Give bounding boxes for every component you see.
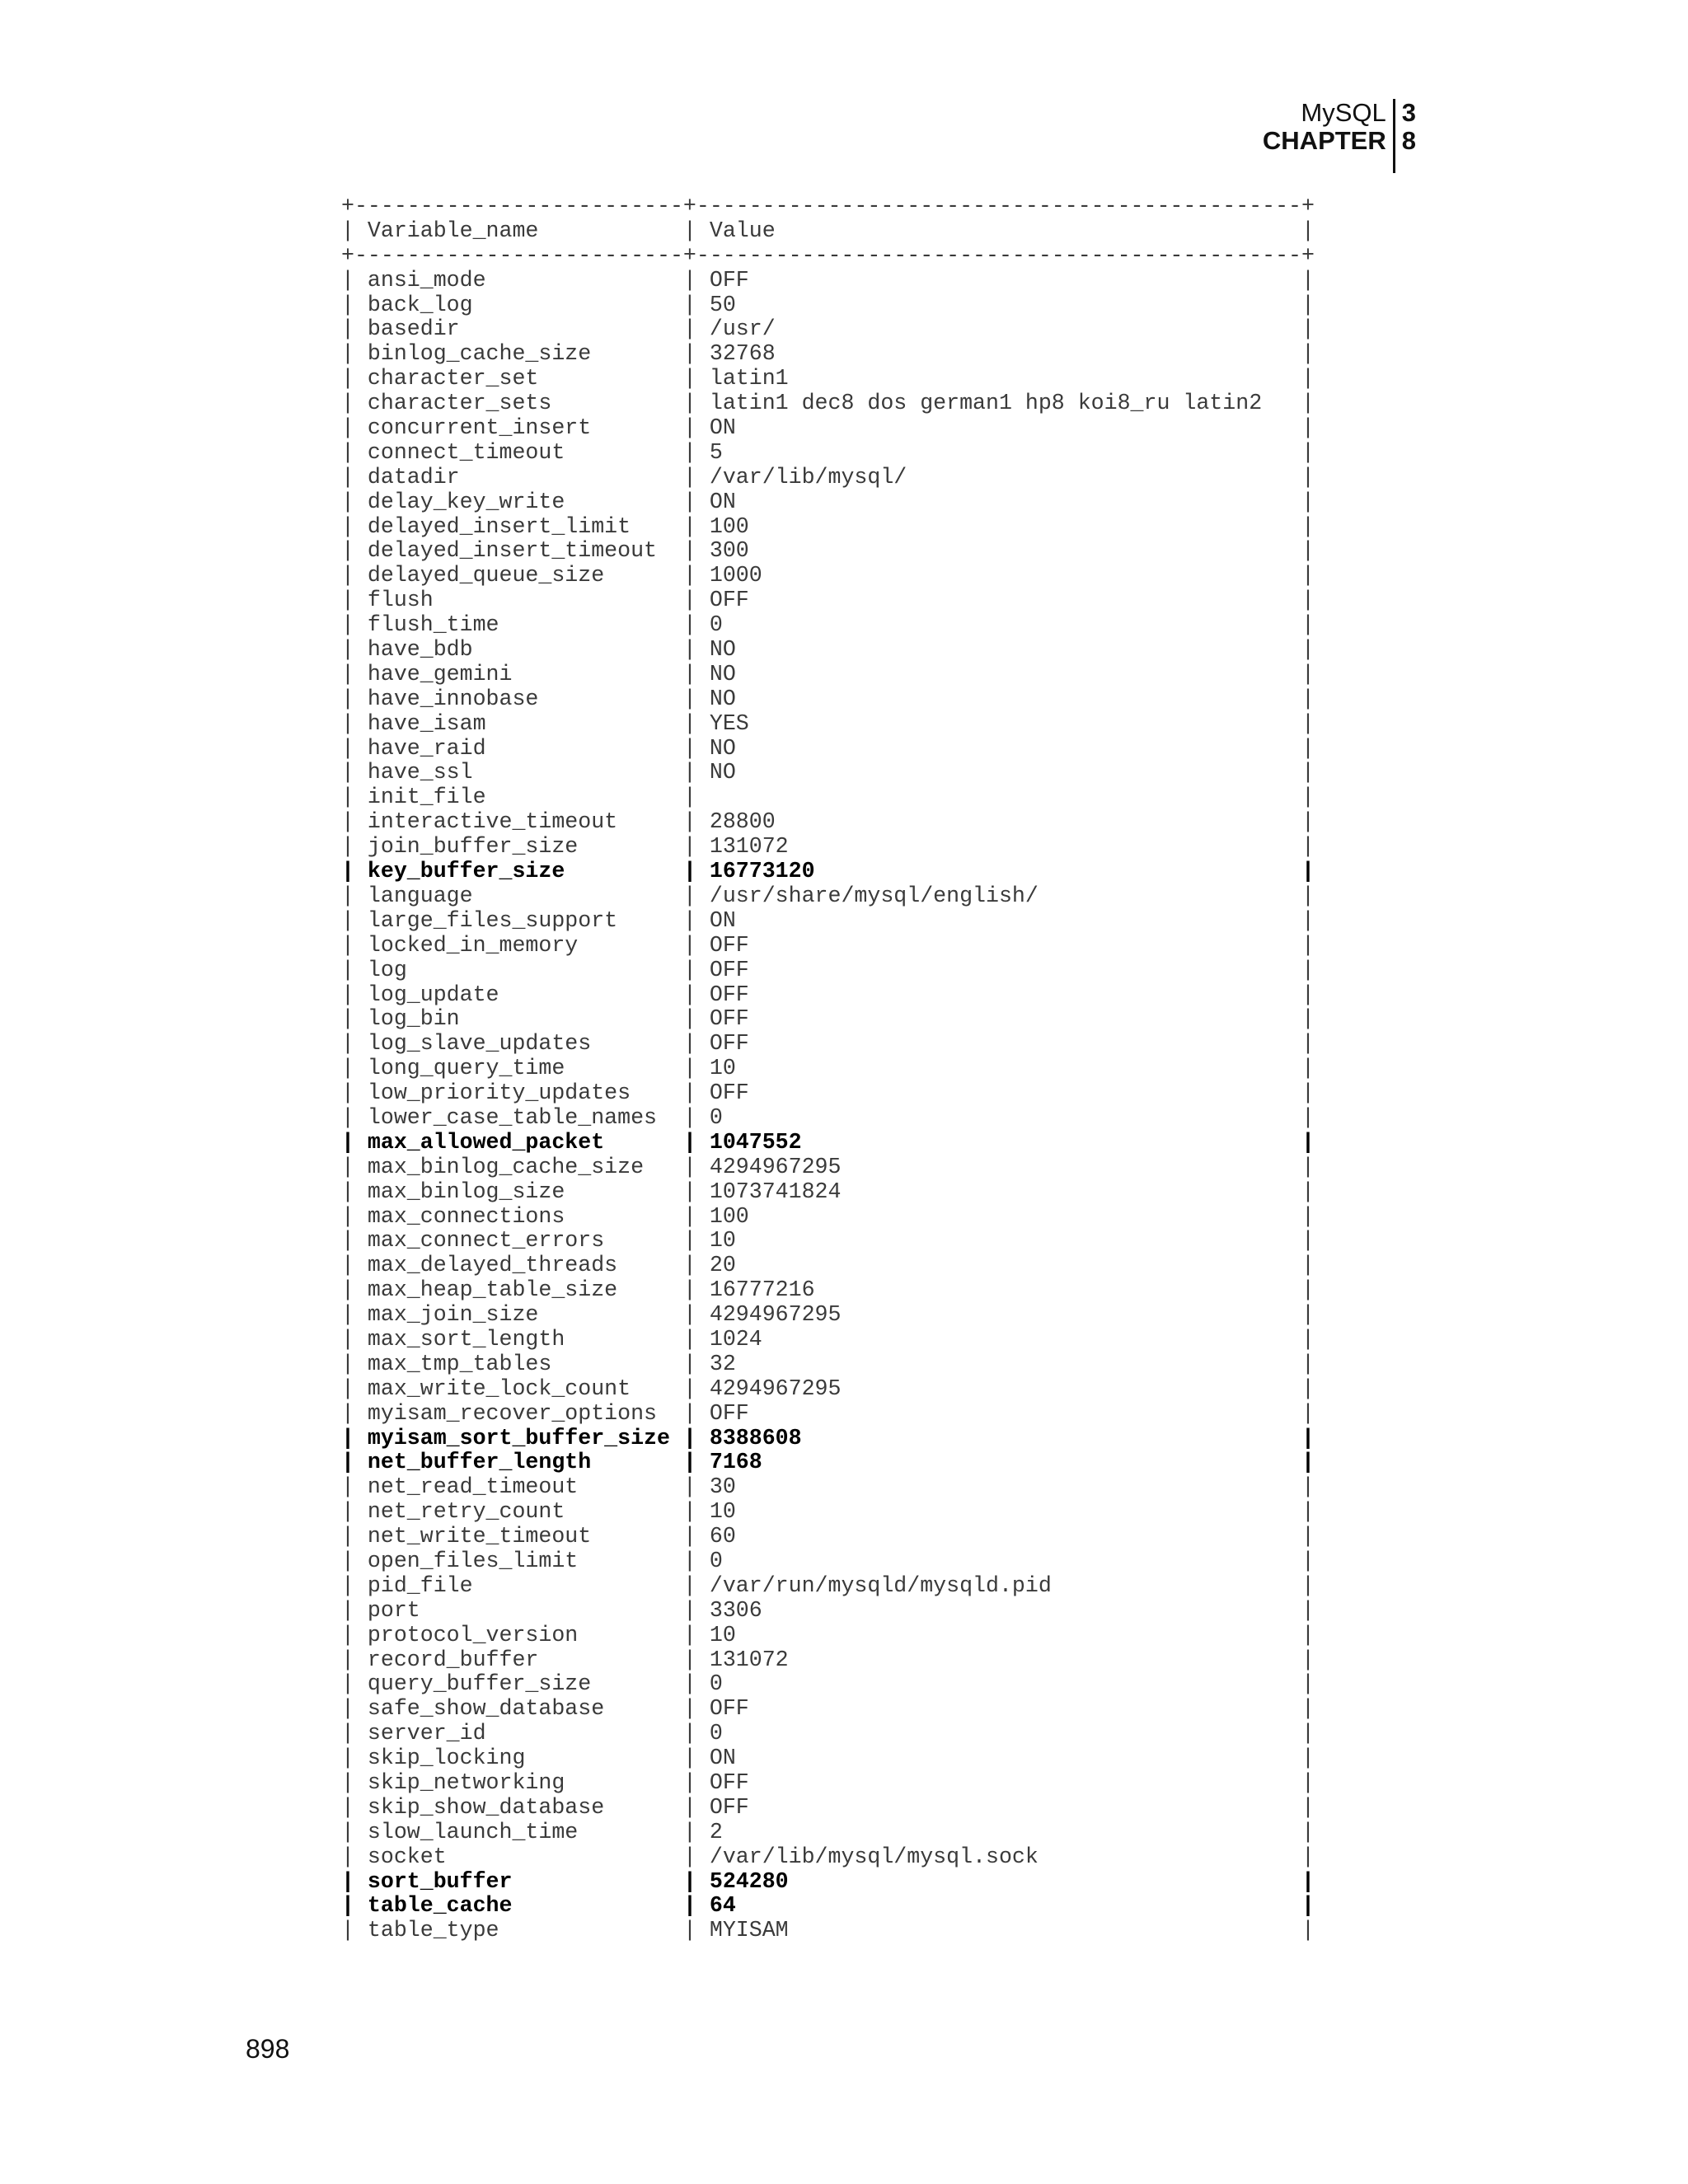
table-row: | max_allowed_packet | 1047552 |	[341, 1129, 1315, 1155]
variable-name-cell: flush	[367, 588, 434, 613]
variable-value-cell: OFF	[709, 1080, 749, 1106]
variable-name-cell: skip_show_database	[367, 1794, 605, 1820]
variable-name-cell: pid_file	[367, 1572, 473, 1598]
table-row: | log_slave_updates | OFF |	[341, 1031, 1315, 1057]
table-row: | max_write_lock_count | 4294967295 |	[341, 1376, 1315, 1401]
table-row: | server_id | 0 |	[341, 1721, 1315, 1746]
variable-name-cell: binlog_cache_size	[367, 341, 592, 367]
table-row: | have_raid | NO |	[341, 735, 1315, 761]
table-row: | safe_show_database | OFF |	[341, 1696, 1315, 1722]
variable-value-cell: OFF	[709, 932, 749, 958]
variable-name-cell: delayed_insert_limit	[367, 513, 631, 539]
variable-name-cell: character_set	[367, 366, 539, 391]
table-border-header: +-------------------------+----------------------------------------------+	[341, 242, 1315, 268]
variable-value-cell: NO	[709, 661, 736, 687]
variable-value-cell: 64	[709, 1893, 736, 1919]
variable-name-cell: long_query_time	[367, 1056, 565, 1081]
variable-name-cell: datadir	[367, 464, 460, 490]
table-row: | skip_locking | ON |	[341, 1746, 1315, 1771]
variable-value-cell: NO	[709, 637, 736, 663]
table-row: | have_isam | YES |	[341, 710, 1315, 736]
variable-name-cell: net_retry_count	[367, 1499, 565, 1525]
variable-value-cell: ON	[709, 1746, 736, 1771]
variable-name-cell: log_bin	[367, 1006, 460, 1032]
variable-name-cell: skip_locking	[367, 1746, 526, 1771]
variable-name-cell: ansi_mode	[367, 267, 486, 293]
header-words	[1263, 99, 1393, 155]
variable-name-cell: basedir	[367, 316, 460, 342]
variable-name-cell: concurrent_insert	[367, 415, 592, 441]
variable-value-cell: /var/lib/mysql/mysql.sock	[709, 1844, 1039, 1869]
variable-name-cell: max_write_lock_count	[367, 1376, 631, 1401]
variable-value-cell: 4294967295	[709, 1376, 842, 1401]
variable-name-cell: have_ssl	[367, 760, 473, 785]
table-row: | connect_timeout | 5 |	[341, 439, 1315, 465]
table-row: | log_update | OFF |	[341, 982, 1315, 1007]
table-row: | join_buffer_size | 131072 |	[341, 834, 1315, 860]
variable-name-cell: max_binlog_size	[367, 1179, 565, 1204]
variable-value-cell: ON	[709, 489, 736, 514]
variable-name-cell: join_buffer_size	[367, 834, 579, 860]
variable-value-cell: 300	[709, 538, 749, 564]
variable-value-cell: 0	[709, 1548, 723, 1573]
variable-value-cell: NO	[709, 686, 736, 711]
variable-value-cell: OFF	[709, 267, 749, 293]
variable-name-cell: log_slave_updates	[367, 1031, 592, 1057]
variable-name-cell: log_update	[367, 982, 499, 1007]
variable-name-cell: myisam_recover_options	[367, 1400, 658, 1426]
column-header-variable-name: Variable_name	[367, 218, 539, 243]
variable-value-cell: 0	[709, 1671, 723, 1697]
variable-name-cell: record_buffer	[367, 1647, 539, 1672]
variable-value-cell: 32	[709, 1351, 736, 1376]
variable-name-cell: connect_timeout	[367, 439, 565, 465]
variable-name-cell: max_connect_errors	[367, 1228, 605, 1254]
table-row: | slow_launch_time | 2 |	[341, 1819, 1315, 1844]
variable-name-cell: table_type	[367, 1918, 499, 1943]
variables-table	[341, 194, 1315, 1943]
variable-name-cell: have_isam	[367, 710, 486, 736]
table-row: | pid_file | /var/run/mysqld/mysqld.pid |	[341, 1572, 1315, 1598]
variable-name-cell: delay_key_write	[367, 489, 565, 514]
variable-value-cell: NO	[709, 735, 736, 761]
variable-name-cell: character_sets	[367, 391, 552, 416]
table-row: | delayed_queue_size | 1000 |	[341, 563, 1315, 588]
variable-value-cell: 28800	[709, 809, 776, 835]
variable-name-cell: max_tmp_tables	[367, 1351, 552, 1376]
table-row: | large_files_support | ON |	[341, 907, 1315, 933]
variable-value-cell: YES	[709, 710, 749, 736]
variable-value-cell: 1000	[709, 563, 762, 588]
variable-name-cell: socket	[367, 1844, 447, 1869]
table-row: | max_connect_errors | 10 |	[341, 1228, 1315, 1254]
table-row: | character_set | latin1 |	[341, 366, 1315, 391]
table-row: | net_retry_count | 10 |	[341, 1499, 1315, 1525]
variable-value-cell: /usr/	[709, 316, 776, 342]
table-row: | log_bin | OFF |	[341, 1006, 1315, 1032]
variable-name-cell: max_join_size	[367, 1302, 539, 1328]
variable-name-cell: safe_show_database	[367, 1696, 605, 1722]
variable-name-cell: have_bdb	[367, 637, 473, 663]
variable-value-cell: /usr/share/mysql/english/	[709, 883, 1039, 908]
variable-name-cell: delayed_insert_timeout	[367, 538, 658, 564]
table-row: | concurrent_insert | ON |	[341, 415, 1315, 441]
variable-name-cell: port	[367, 1597, 420, 1623]
variable-value-cell: latin1 dec8 dos german1 hp8 koi8_ru latin2	[709, 391, 1263, 416]
table-row: | back_log | 50 |	[341, 292, 1315, 317]
table-row: | max_sort_length | 1024 |	[341, 1326, 1315, 1352]
variable-value-cell: 50	[709, 292, 736, 317]
variable-value-cell: 4294967295	[709, 1302, 842, 1328]
variable-value-cell: 5	[709, 439, 723, 465]
chapter-label: CHAPTER	[1262, 126, 1386, 155]
table-row: | have_gemini | NO |	[341, 661, 1315, 687]
variable-name-cell: init_file	[367, 785, 486, 810]
table-row: | locked_in_memory | OFF |	[341, 932, 1315, 958]
variable-value-cell: 16773120	[709, 859, 815, 884]
table-row: | lower_case_table_names | 0 |	[341, 1104, 1315, 1130]
variable-value-cell: /var/lib/mysql/	[709, 464, 907, 490]
table-row: | max_connections | 100 |	[341, 1203, 1315, 1229]
table-row: | character_sets | latin1 dec8 dos german1 hp8 koi8_ru latin2 |	[341, 391, 1315, 416]
table-row: | skip_show_database | OFF |	[341, 1794, 1315, 1820]
variable-value-cell: 1047552	[709, 1129, 802, 1155]
variable-value-cell: 10	[709, 1228, 736, 1254]
table-row: | datadir | /var/lib/mysql/ |	[341, 464, 1315, 490]
table-row: | max_tmp_tables | 32 |	[341, 1351, 1315, 1376]
variable-value-cell: OFF	[709, 957, 749, 982]
table-row: | delay_key_write | ON |	[341, 489, 1315, 514]
table-row: | max_binlog_cache_size | 4294967295 |	[341, 1154, 1315, 1179]
variable-name-cell: language	[367, 883, 473, 908]
variable-name-cell: protocol_version	[367, 1622, 579, 1647]
variable-value-cell: OFF	[709, 588, 749, 613]
variable-name-cell: max_binlog_cache_size	[367, 1154, 645, 1179]
variable-name-cell: low_priority_updates	[367, 1080, 631, 1106]
variable-name-cell: table_cache	[367, 1893, 513, 1919]
variable-value-cell: 131072	[709, 834, 789, 860]
variable-name-cell: have_innobase	[367, 686, 539, 711]
variable-name-cell: sort_buffer	[367, 1868, 513, 1894]
table-row: | socket | /var/lib/mysql/mysql.sock |	[341, 1844, 1315, 1869]
variable-name-cell: flush_time	[367, 612, 499, 638]
table-row: | delayed_insert_timeout | 300 |	[341, 538, 1315, 564]
variable-name-cell: max_connections	[367, 1203, 565, 1229]
table-row: | long_query_time | 10 |	[341, 1056, 1315, 1081]
variable-name-cell: locked_in_memory	[367, 932, 579, 958]
table-row: | max_delayed_threads | 20 |	[341, 1253, 1315, 1278]
variable-value-cell: 10	[709, 1056, 736, 1081]
variable-name-cell: max_delayed_threads	[367, 1253, 618, 1278]
variable-value-cell: 10	[709, 1499, 736, 1525]
variable-value-cell: 60	[709, 1524, 736, 1549]
variable-value-cell: 100	[709, 1203, 749, 1229]
table-row: | table_cache | 64 |	[341, 1893, 1315, 1919]
variable-name-cell: net_buffer_length	[367, 1450, 592, 1475]
column-header-value: Value	[709, 218, 776, 243]
variable-value-cell: OFF	[709, 1770, 749, 1795]
table-row: | binlog_cache_size | 32768 |	[341, 341, 1315, 367]
table-row: | skip_networking | OFF |	[341, 1770, 1315, 1795]
variable-value-cell: MYISAM	[709, 1918, 789, 1943]
table-row: | key_buffer_size | 16773120 |	[341, 859, 1315, 884]
variable-name-cell: slow_launch_time	[367, 1819, 579, 1844]
table-row: | ansi_mode | OFF |	[341, 267, 1315, 293]
variable-value-cell: OFF	[709, 982, 749, 1007]
variable-value-cell: 1073741824	[709, 1179, 842, 1204]
table-row: | init_file | |	[341, 785, 1315, 810]
table-row: | net_write_timeout | 60 |	[341, 1524, 1315, 1549]
variable-value-cell: 10	[709, 1622, 736, 1647]
variable-value-cell: 30	[709, 1474, 736, 1500]
table-row: | language | /usr/share/mysql/english/ |	[341, 883, 1315, 908]
variable-value-cell: 1024	[709, 1326, 762, 1352]
table-border-top: +-------------------------+----------------------------------------------+	[341, 194, 1315, 218]
variable-value-cell: 2	[709, 1819, 723, 1844]
variable-value-cell: OFF	[709, 1400, 749, 1426]
table-row: | query_buffer_size | 0 |	[341, 1671, 1315, 1697]
variable-name-cell: max_allowed_packet	[367, 1129, 605, 1155]
variable-name-cell: net_write_timeout	[367, 1524, 592, 1549]
chapter-number: 8	[1401, 126, 1416, 155]
table-row: | flush_time | 0 |	[341, 612, 1315, 638]
variable-name-cell: server_id	[367, 1721, 486, 1746]
variable-value-cell: 8388608	[709, 1425, 802, 1451]
variable-name-cell: max_sort_length	[367, 1326, 565, 1352]
page-number: 898	[246, 2034, 290, 2064]
variable-name-cell: open_files_limit	[367, 1548, 579, 1573]
variable-name-cell: back_log	[367, 292, 473, 317]
table-row: | open_files_limit | 0 |	[341, 1548, 1315, 1573]
variable-name-cell: interactive_timeout	[367, 809, 618, 835]
variable-name-cell: large_files_support	[367, 907, 618, 933]
running-header	[1263, 99, 1416, 173]
variable-name-cell: log	[367, 957, 407, 982]
table-row: | table_type | MYISAM |	[341, 1918, 1315, 1943]
table-row: | flush | OFF |	[341, 588, 1315, 613]
variable-value-cell: 3306	[709, 1597, 762, 1623]
table-row: | basedir | /usr/ |	[341, 316, 1315, 342]
header-numbers	[1395, 99, 1416, 155]
table-row: | max_binlog_size | 1073741824 |	[341, 1179, 1315, 1204]
table-header-row: | Variable_name | Value |	[341, 218, 1315, 243]
table-row: | have_bdb | NO |	[341, 637, 1315, 663]
variable-value-cell: 4294967295	[709, 1154, 842, 1179]
variable-value-cell: latin1	[709, 366, 789, 391]
variable-value-cell: OFF	[709, 1794, 749, 1820]
variable-value-cell: NO	[709, 760, 736, 785]
variable-value-cell: 7168	[709, 1450, 762, 1475]
variable-value-cell: OFF	[709, 1006, 749, 1032]
variable-name-cell: myisam_sort_buffer_size	[367, 1425, 670, 1451]
variable-name-cell: net_read_timeout	[367, 1474, 579, 1500]
variable-name-cell: skip_networking	[367, 1770, 565, 1795]
table-row: | net_read_timeout | 30 |	[341, 1474, 1315, 1500]
variable-value-cell: ON	[709, 907, 736, 933]
table-row: | have_ssl | NO |	[341, 760, 1315, 785]
variable-name-cell: lower_case_table_names	[367, 1104, 658, 1130]
part-number: 3	[1401, 98, 1416, 127]
variable-name-cell: delayed_queue_size	[367, 563, 605, 588]
variable-name-cell: have_raid	[367, 735, 486, 761]
variable-value-cell: 20	[709, 1253, 736, 1278]
variable-value-cell: /var/run/mysqld/mysqld.pid	[709, 1572, 1052, 1598]
variable-name-cell: have_gemini	[367, 661, 513, 687]
variable-value-cell: 131072	[709, 1647, 789, 1672]
table-row: | net_buffer_length | 7168 |	[341, 1450, 1315, 1475]
variable-value-cell: 32768	[709, 341, 776, 367]
variable-value-cell: 524280	[709, 1868, 789, 1894]
variable-value-cell: OFF	[709, 1031, 749, 1057]
variable-value-cell: 0	[709, 612, 723, 638]
variable-name-cell: key_buffer_size	[367, 859, 565, 884]
table-row: | max_join_size | 4294967295 |	[341, 1302, 1315, 1328]
table-row: | interactive_timeout | 28800 |	[341, 809, 1315, 835]
table-row: | max_heap_table_size | 16777216 |	[341, 1277, 1315, 1303]
table-row: | delayed_insert_limit | 100 |	[341, 513, 1315, 539]
variable-value-cell: ON	[709, 415, 736, 441]
variable-value-cell: 0	[709, 1104, 723, 1130]
variable-name-cell: query_buffer_size	[367, 1671, 592, 1697]
table-row: | record_buffer | 131072 |	[341, 1647, 1315, 1672]
table-row: | log | OFF |	[341, 957, 1315, 982]
variable-name-cell: max_heap_table_size	[367, 1277, 618, 1303]
variable-value-cell: 16777216	[709, 1277, 815, 1303]
book-title: MySQL	[1301, 98, 1386, 127]
table-row: | low_priority_updates | OFF |	[341, 1080, 1315, 1106]
table-row: | have_innobase | NO |	[341, 686, 1315, 711]
variable-value-cell: 0	[709, 1721, 723, 1746]
variable-value-cell: OFF	[709, 1696, 749, 1722]
table-row: | myisam_recover_options | OFF |	[341, 1400, 1315, 1426]
table-row: | myisam_sort_buffer_size | 8388608 |	[341, 1425, 1315, 1451]
table-row: | sort_buffer | 524280 |	[341, 1868, 1315, 1894]
table-row: | port | 3306 |	[341, 1597, 1315, 1623]
variable-value-cell: 100	[709, 513, 749, 539]
table-row: | protocol_version | 10 |	[341, 1622, 1315, 1647]
